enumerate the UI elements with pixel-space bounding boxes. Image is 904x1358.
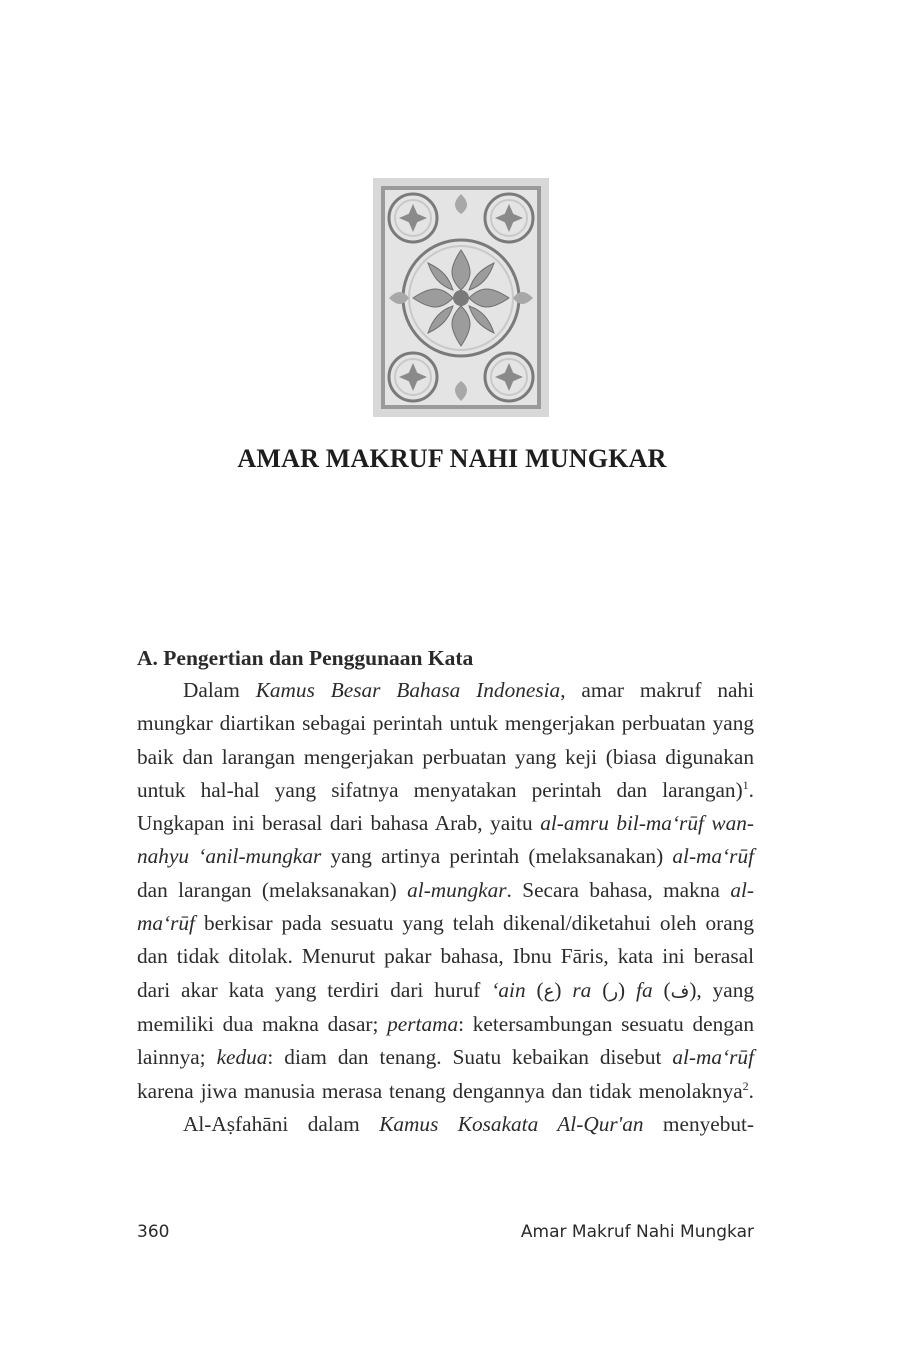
text-run: ) <box>618 977 637 1002</box>
footnote-ref: 1 <box>742 777 749 792</box>
text-run: berkisar pada sesuatu yang telah dikenal/diketahui oleh orang dan tidak ditolak. Menurut pakar bahasa, Ibnu Fāris, kata ini berasal dari akar kata yang terdiri dari huruf <box>137 911 754 1002</box>
paragraph-1 <box>137 674 754 1108</box>
italic-text: al-ma‘rūf <box>672 844 755 869</box>
text-run: karena jiwa manusia merasa tenang dengannya dan tidak menolaknya <box>137 1078 743 1103</box>
text-run: , amar makruf nahi mungkar diartikan sebagai perintah untuk mengerjakan perbuatan yang baik dan larangan mengerjakan perbuatan yang keji (biasa digunakan untuk hal-hal yang sifatnya menyatakan perintah dan larangan) <box>137 678 754 802</box>
text-run: ( <box>652 977 671 1002</box>
italic-text: Kamus Besar Bahasa Indonesia <box>255 678 561 702</box>
page-number: 360 <box>137 1222 170 1242</box>
italic-text: ‘ain <box>491 977 526 1002</box>
text-run: dan larangan (melaksanakan) <box>137 877 408 902</box>
italic-text: fa <box>636 977 653 1002</box>
arabic-letter: ف <box>670 980 690 1002</box>
text-run: menyebut- <box>643 1111 755 1136</box>
text-run: . Ungkapan ini berasal dari bahasa Arab, yaitu <box>137 777 754 836</box>
text-run: ( <box>525 977 544 1002</box>
text-run: ), yang memiliki dua makna dasar; <box>137 977 755 1036</box>
text-run: ( <box>591 977 610 1002</box>
body-text <box>137 642 754 1141</box>
text-run: Dalam <box>183 678 256 702</box>
italic-text: al-amru bil-ma‘rūf wan-nahyu ‘anil-mungkar <box>137 811 754 869</box>
text-run: . <box>748 1078 754 1103</box>
italic-text: pertama <box>387 1011 459 1036</box>
italic-text: al-ma‘rūf <box>672 1045 754 1070</box>
arabic-letter: ر <box>609 980 619 1002</box>
chapter-ornament <box>373 178 549 417</box>
text-run: : ketersambungan sesuatu dengan lainnya; <box>137 1011 754 1070</box>
italic-text: al-mungkar <box>407 877 507 902</box>
footnote-ref: 2 <box>742 1078 749 1093</box>
text-run: yang artinya perintah (melaksanakan) <box>321 844 673 869</box>
text-run: Al-Aṣfahāni dalam <box>183 1111 380 1136</box>
section-heading: A. Pengertian dan Penggunaan Kata <box>137 646 474 670</box>
italic-text: ra <box>572 977 592 1002</box>
text-run: ) <box>554 977 573 1002</box>
italic-text: al-ma‘rūf <box>137 877 754 936</box>
text-run: : diam dan tenang. Suatu kebaikan disebut <box>267 1045 673 1070</box>
italic-text: kedua <box>216 1045 268 1070</box>
running-title: Amar Makruf Nahi Mungkar <box>520 1222 754 1242</box>
text-run: . Secara bahasa, makna <box>506 877 731 902</box>
italic-text: Kamus Kosakata Al-Qur'an <box>379 1111 644 1136</box>
paragraph-2 <box>137 1108 754 1141</box>
chapter-title: AMAR MAKRUF NAHI MUNGKAR <box>237 444 667 473</box>
arabic-letter: ع <box>543 980 555 1002</box>
